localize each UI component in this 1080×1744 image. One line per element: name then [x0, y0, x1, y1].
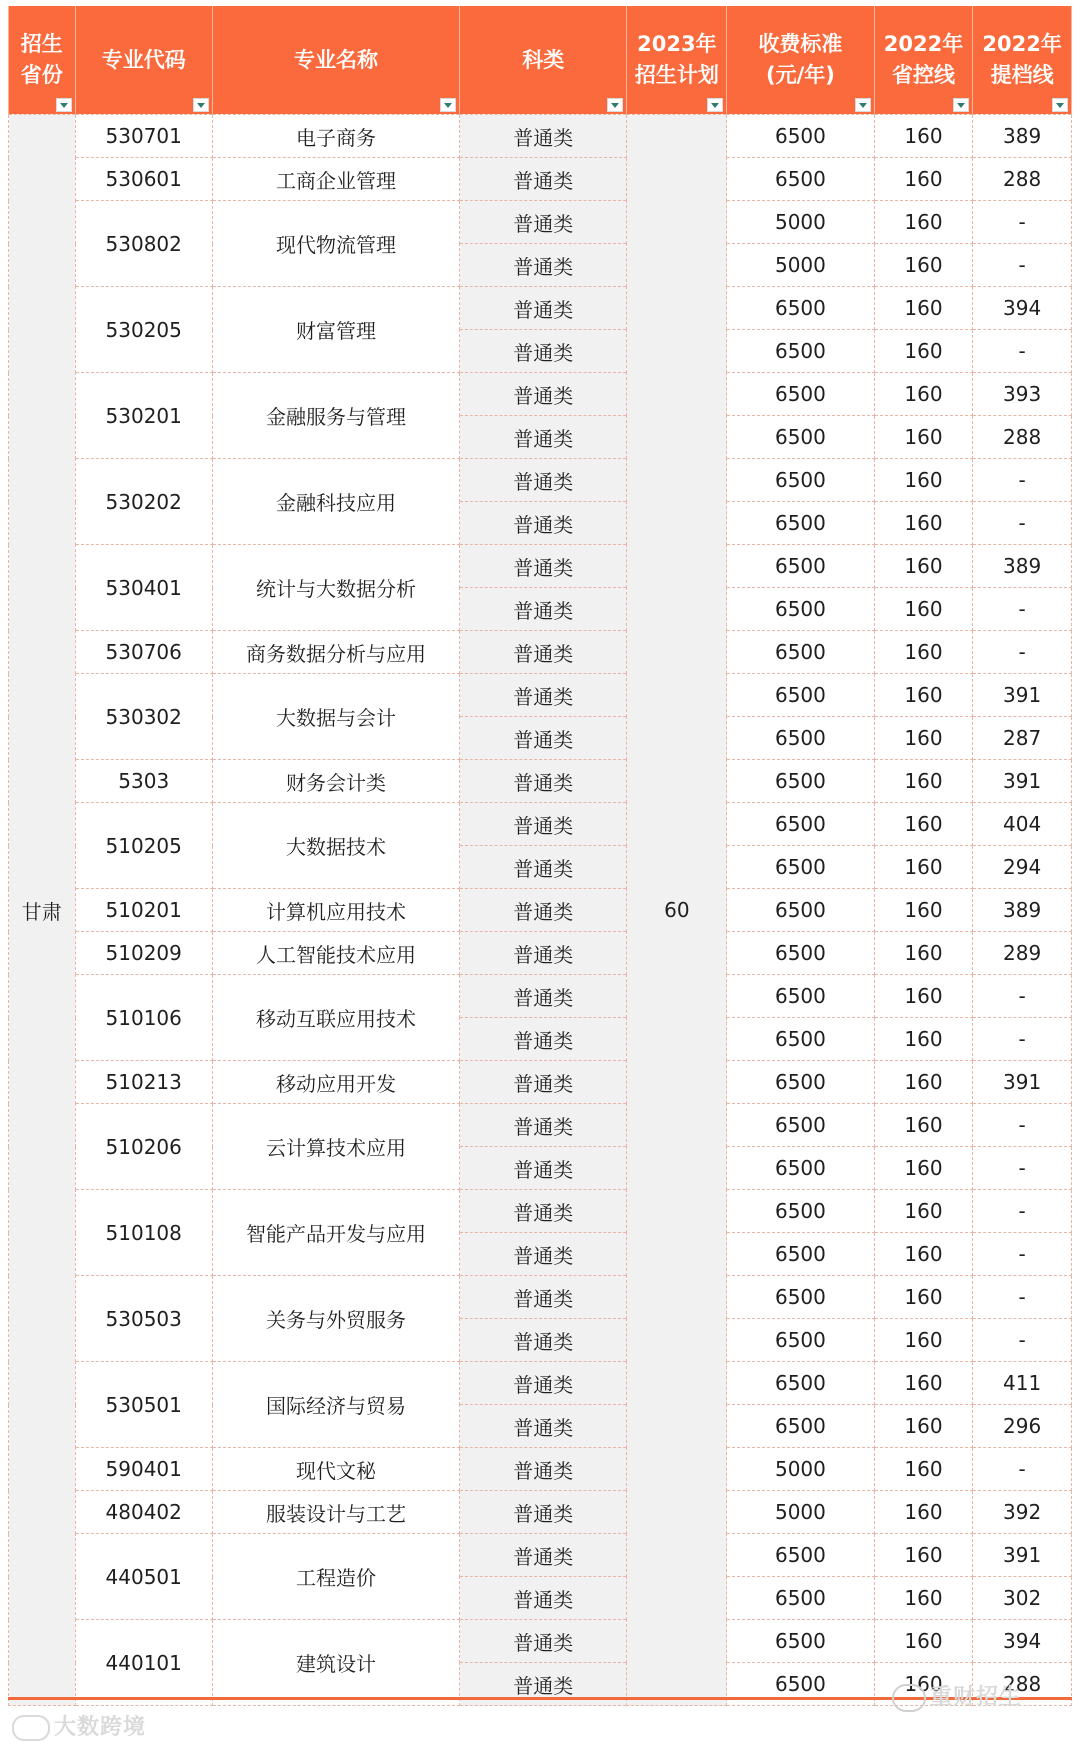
table-row [9, 1491, 1072, 1534]
category-cell: 普通类 [460, 1620, 627, 1663]
major-code-cell: 510206 [75, 1104, 212, 1190]
major-code-cell: 530202 [75, 459, 212, 545]
header-label: 收费标准 [758, 32, 843, 56]
category-cell: 普通类 [460, 631, 627, 674]
category-cell: 普通类 [460, 1018, 627, 1061]
table-row [9, 459, 1072, 502]
category-cell: 普通类 [460, 760, 627, 803]
fee-cell: 6500 [727, 1276, 874, 1319]
category-cell: 普通类 [460, 588, 627, 631]
fee-cell: 6500 [727, 631, 874, 674]
control-line-cell: 160 [874, 158, 973, 201]
filing-line-cell: 302 [973, 1577, 1072, 1620]
control-line-cell: 160 [874, 1663, 973, 1706]
fee-cell: 6500 [727, 502, 874, 545]
fee-cell: 6500 [727, 889, 874, 932]
control-line-cell: 160 [874, 1147, 973, 1190]
control-line-cell: 160 [874, 1362, 973, 1405]
filter-dropdown-icon[interactable] [707, 98, 723, 112]
category-cell: 普通类 [460, 1319, 627, 1362]
header-label: 提档线 [990, 63, 1054, 87]
control-line-cell: 160 [874, 244, 973, 287]
major-code-cell: 530601 [75, 158, 212, 201]
filing-line-cell: 288 [973, 158, 1072, 201]
major-code-cell: 530701 [75, 115, 212, 158]
fee-cell: 6500 [727, 1061, 874, 1104]
major-name-cell: 工商企业管理 [212, 158, 459, 201]
watermark-left-text: 大数跨境 [54, 1715, 147, 1740]
wechat-logo-icon [892, 1684, 926, 1712]
table-row [9, 287, 1072, 330]
fee-cell: 6500 [727, 459, 874, 502]
fee-cell: 6500 [727, 287, 874, 330]
category-cell: 普通类 [460, 1405, 627, 1448]
major-name-cell: 电子商务 [212, 115, 459, 158]
col-header-province [9, 6, 76, 115]
col-header-plan [627, 6, 727, 115]
table-row [9, 1534, 1072, 1577]
filing-line-cell: 393 [973, 373, 1072, 416]
control-line-cell: 160 [874, 1104, 973, 1147]
province-cell: 甘肃 [9, 115, 76, 1706]
category-cell: 普通类 [460, 330, 627, 373]
category-cell: 普通类 [460, 975, 627, 1018]
major-code-cell: 510108 [75, 1190, 212, 1276]
category-cell: 普通类 [460, 717, 627, 760]
category-cell: 普通类 [460, 803, 627, 846]
fee-cell: 6500 [727, 416, 874, 459]
major-code-cell: 480402 [75, 1491, 212, 1534]
fee-cell: 6500 [727, 803, 874, 846]
major-code-cell: 5303 [75, 760, 212, 803]
fee-cell: 5000 [727, 201, 874, 244]
control-line-cell: 160 [874, 1620, 973, 1663]
fee-cell: 6500 [727, 1620, 874, 1663]
control-line-cell: 160 [874, 330, 973, 373]
control-line-cell: 160 [874, 631, 973, 674]
major-code-cell: 530205 [75, 287, 212, 373]
major-name-cell: 计算机应用技术 [212, 889, 459, 932]
control-line-cell: 160 [874, 846, 973, 889]
category-cell: 普通类 [460, 1362, 627, 1405]
major-name-cell: 财富管理 [212, 287, 459, 373]
major-code-cell: 530401 [75, 545, 212, 631]
filing-line-cell: - [973, 1233, 1072, 1276]
filing-line-cell: 294 [973, 846, 1072, 889]
table-row [9, 674, 1072, 717]
fee-cell: 6500 [727, 1147, 874, 1190]
category-cell: 普通类 [460, 1491, 627, 1534]
table-row [9, 373, 1072, 416]
major-name-cell: 大数据与会计 [212, 674, 459, 760]
category-cell: 普通类 [460, 1104, 627, 1147]
major-code-cell: 530201 [75, 373, 212, 459]
fee-cell: 6500 [727, 1405, 874, 1448]
filing-line-cell: 404 [973, 803, 1072, 846]
major-code-cell: 590401 [75, 1448, 212, 1491]
control-line-cell: 160 [874, 1018, 973, 1061]
table-row [9, 1620, 1072, 1663]
filter-dropdown-icon[interactable] [440, 98, 456, 112]
major-code-cell: 530501 [75, 1362, 212, 1448]
category-cell: 普通类 [460, 287, 627, 330]
control-line-cell: 160 [874, 416, 973, 459]
filing-line-cell: - [973, 1276, 1072, 1319]
major-code-cell: 510213 [75, 1061, 212, 1104]
table-row [9, 760, 1072, 803]
filing-line-cell: - [973, 1319, 1072, 1362]
fee-cell: 6500 [727, 115, 874, 158]
fee-cell: 6500 [727, 588, 874, 631]
table-row [9, 889, 1072, 932]
filter-dropdown-icon[interactable] [855, 98, 871, 112]
major-name-cell: 建筑设计 [212, 1620, 459, 1706]
major-name-cell: 商务数据分析与应用 [212, 631, 459, 674]
col-header-category [460, 6, 627, 115]
fee-cell: 5000 [727, 1448, 874, 1491]
filing-line-cell: 389 [973, 545, 1072, 588]
category-cell: 普通类 [460, 373, 627, 416]
category-cell: 普通类 [460, 545, 627, 588]
control-line-cell: 160 [874, 1190, 973, 1233]
admissions-table [8, 6, 1072, 1706]
table-row [9, 1104, 1072, 1147]
table-row [9, 201, 1072, 244]
major-name-cell: 现代文秘 [212, 1448, 459, 1491]
category-cell: 普通类 [460, 201, 627, 244]
table-row [9, 1362, 1072, 1405]
fee-cell: 6500 [727, 1534, 874, 1577]
major-code-cell: 440101 [75, 1620, 212, 1706]
category-cell: 普通类 [460, 416, 627, 459]
control-line-cell: 160 [874, 1061, 973, 1104]
category-cell: 普通类 [460, 1448, 627, 1491]
fee-cell: 6500 [727, 1362, 874, 1405]
fee-cell: 5000 [727, 1491, 874, 1534]
table-body [9, 115, 1072, 1706]
filing-line-cell: - [973, 1104, 1072, 1147]
filter-dropdown-icon[interactable] [953, 98, 969, 112]
filing-line-cell: 411 [973, 1362, 1072, 1405]
fee-cell: 6500 [727, 1663, 874, 1706]
fee-cell: 6500 [727, 1233, 874, 1276]
filing-line-cell: 391 [973, 1061, 1072, 1104]
major-code-cell: 510106 [75, 975, 212, 1061]
major-name-cell: 金融科技应用 [212, 459, 459, 545]
control-line-cell: 160 [874, 1534, 973, 1577]
filter-dropdown-icon[interactable] [193, 98, 209, 112]
table-row [9, 932, 1072, 975]
control-line-cell: 160 [874, 932, 973, 975]
control-line-cell: 160 [874, 588, 973, 631]
table-row [9, 158, 1072, 201]
filing-line-cell: - [973, 1018, 1072, 1061]
filing-line-cell: 391 [973, 674, 1072, 717]
table-row [9, 1061, 1072, 1104]
control-line-cell: 160 [874, 1276, 973, 1319]
enrollment-plan-cell: 60 [627, 115, 727, 1706]
category-cell: 普通类 [460, 158, 627, 201]
control-line-cell: 160 [874, 545, 973, 588]
filing-line-cell: - [973, 1448, 1072, 1491]
major-code-cell: 440501 [75, 1534, 212, 1620]
table-row [9, 1276, 1072, 1319]
fee-cell: 6500 [727, 545, 874, 588]
header-label: 2023年 [637, 32, 717, 56]
category-cell: 普通类 [460, 1534, 627, 1577]
category-cell: 普通类 [460, 932, 627, 975]
control-line-cell: 160 [874, 674, 973, 717]
control-line-cell: 160 [874, 1405, 973, 1448]
header-label: 科类 [522, 47, 565, 72]
control-line-cell: 160 [874, 201, 973, 244]
category-cell: 普通类 [460, 1663, 627, 1706]
fee-cell: 6500 [727, 158, 874, 201]
filter-dropdown-icon[interactable] [1052, 98, 1068, 112]
fee-cell: 6500 [727, 674, 874, 717]
col-header-code [75, 6, 212, 115]
category-cell: 普通类 [460, 846, 627, 889]
fee-cell: 5000 [727, 244, 874, 287]
control-line-cell: 160 [874, 803, 973, 846]
filing-line-cell: 394 [973, 287, 1072, 330]
major-code-cell: 530302 [75, 674, 212, 760]
category-cell: 普通类 [460, 889, 627, 932]
major-name-cell: 移动互联应用技术 [212, 975, 459, 1061]
category-cell: 普通类 [460, 244, 627, 287]
col-header-major [212, 6, 459, 115]
major-name-cell: 现代物流管理 [212, 201, 459, 287]
filing-line-cell: 296 [973, 1405, 1072, 1448]
control-line-cell: 160 [874, 1448, 973, 1491]
control-line-cell: 160 [874, 975, 973, 1018]
fee-cell: 6500 [727, 717, 874, 760]
major-name-cell: 人工智能技术应用 [212, 932, 459, 975]
filing-line-cell: - [973, 975, 1072, 1018]
fee-cell: 6500 [727, 932, 874, 975]
control-line-cell: 160 [874, 502, 973, 545]
filing-line-cell: 392 [973, 1491, 1072, 1534]
header-label: 招生计划 [634, 63, 719, 87]
filing-line-cell: 288 [973, 1663, 1072, 1706]
header-label: (元/年) [766, 63, 835, 87]
control-line-cell: 160 [874, 1233, 973, 1276]
header-row [9, 6, 1072, 115]
major-name-cell: 国际经济与贸易 [212, 1362, 459, 1448]
major-name-cell: 工程造价 [212, 1534, 459, 1620]
filing-line-cell: 391 [973, 760, 1072, 803]
header-label: 省份 [20, 63, 63, 87]
fee-cell: 6500 [727, 1319, 874, 1362]
major-name-cell: 移动应用开发 [212, 1061, 459, 1104]
category-cell: 普通类 [460, 674, 627, 717]
filing-line-cell: - [973, 588, 1072, 631]
cloud-logo-icon [12, 1715, 50, 1741]
fee-cell: 6500 [727, 975, 874, 1018]
major-name-cell: 财务会计类 [212, 760, 459, 803]
filing-line-cell: - [973, 631, 1072, 674]
control-line-cell: 160 [874, 459, 973, 502]
category-cell: 普通类 [460, 1147, 627, 1190]
major-code-cell: 510209 [75, 932, 212, 975]
admissions-table-sheet [8, 6, 1072, 1706]
filing-line-cell: 391 [973, 1534, 1072, 1577]
control-line-cell: 160 [874, 287, 973, 330]
major-name-cell: 智能产品开发与应用 [212, 1190, 459, 1276]
filing-line-cell: - [973, 201, 1072, 244]
filter-dropdown-icon[interactable] [607, 98, 623, 112]
category-cell: 普通类 [460, 1061, 627, 1104]
major-code-cell: 510205 [75, 803, 212, 889]
table-row [9, 1190, 1072, 1233]
category-cell: 普通类 [460, 1190, 627, 1233]
filing-line-cell: - [973, 502, 1072, 545]
filter-dropdown-icon[interactable] [56, 98, 72, 112]
fee-cell: 6500 [727, 846, 874, 889]
filing-line-cell: 394 [973, 1620, 1072, 1663]
watermark-left [12, 1710, 146, 1741]
major-code-cell: 530503 [75, 1276, 212, 1362]
col-header-control-line [874, 6, 973, 115]
filing-line-cell: - [973, 244, 1072, 287]
col-header-fee [727, 6, 874, 115]
filing-line-cell: 288 [973, 416, 1072, 459]
filing-line-cell: - [973, 1190, 1072, 1233]
major-code-cell: 530706 [75, 631, 212, 674]
header-label: 专业代码 [101, 47, 186, 72]
fee-cell: 6500 [727, 760, 874, 803]
control-line-cell: 160 [874, 717, 973, 760]
table-row [9, 115, 1072, 158]
category-cell: 普通类 [460, 1577, 627, 1620]
major-name-cell: 云计算技术应用 [212, 1104, 459, 1190]
major-name-cell: 统计与大数据分析 [212, 545, 459, 631]
header-label: 2022年 [883, 32, 964, 56]
control-line-cell: 160 [874, 373, 973, 416]
control-line-cell: 160 [874, 1491, 973, 1534]
category-cell: 普通类 [460, 502, 627, 545]
table-row [9, 1448, 1072, 1491]
table-row [9, 631, 1072, 674]
control-line-cell: 160 [874, 115, 973, 158]
category-cell: 普通类 [460, 459, 627, 502]
watermark-right [892, 1680, 1022, 1712]
watermark-right-text: 重财招生 [930, 1685, 1023, 1710]
control-line-cell: 160 [874, 1319, 973, 1362]
filing-line-cell: - [973, 459, 1072, 502]
header-label: 专业名称 [294, 47, 379, 72]
category-cell: 普通类 [460, 1276, 627, 1319]
filing-line-cell: - [973, 1147, 1072, 1190]
fee-cell: 6500 [727, 1577, 874, 1620]
control-line-cell: 160 [874, 760, 973, 803]
header-label: 省控线 [891, 63, 955, 87]
filing-line-cell: - [973, 330, 1072, 373]
filing-line-cell: 389 [973, 115, 1072, 158]
major-code-cell: 510201 [75, 889, 212, 932]
fee-cell: 6500 [727, 373, 874, 416]
major-name-cell: 服装设计与工艺 [212, 1491, 459, 1534]
category-cell: 普通类 [460, 115, 627, 158]
fee-cell: 6500 [727, 330, 874, 373]
major-name-cell: 金融服务与管理 [212, 373, 459, 459]
table-row [9, 545, 1072, 588]
major-name-cell: 关务与外贸服务 [212, 1276, 459, 1362]
control-line-cell: 160 [874, 1577, 973, 1620]
col-header-filing-line [973, 6, 1072, 115]
category-cell: 普通类 [460, 1233, 627, 1276]
fee-cell: 6500 [727, 1190, 874, 1233]
control-line-cell: 160 [874, 889, 973, 932]
filing-line-cell: 289 [973, 932, 1072, 975]
header-label: 2022年 [982, 32, 1062, 56]
major-code-cell: 530802 [75, 201, 212, 287]
filing-line-cell: 389 [973, 889, 1072, 932]
fee-cell: 6500 [727, 1018, 874, 1061]
fee-cell: 6500 [727, 1104, 874, 1147]
filing-line-cell: 287 [973, 717, 1072, 760]
table-row [9, 975, 1072, 1018]
table-row [9, 803, 1072, 846]
major-name-cell: 大数据技术 [212, 803, 459, 889]
header-label: 招生 [20, 32, 63, 56]
